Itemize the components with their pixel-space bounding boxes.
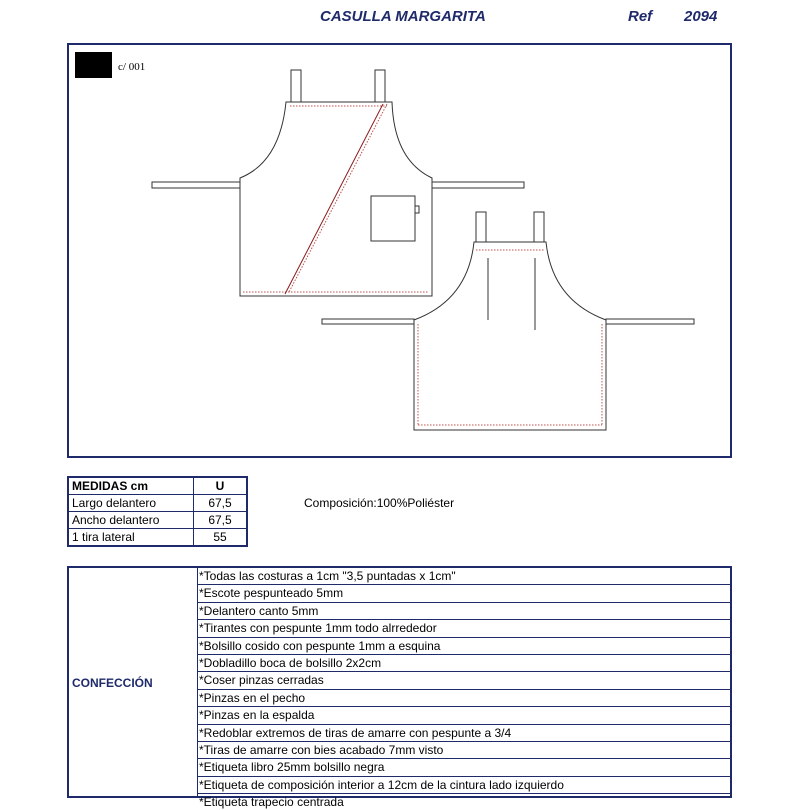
front-right-strap bbox=[375, 70, 385, 102]
table-row bbox=[68, 495, 247, 512]
table-row bbox=[68, 512, 247, 529]
back-body bbox=[414, 242, 606, 430]
measure-label: 1 tira lateral bbox=[68, 529, 194, 547]
table-row bbox=[68, 529, 247, 547]
list-item: *Pinzas en la espalda bbox=[197, 707, 730, 724]
front-body bbox=[240, 102, 432, 296]
measure-label: Ancho delantero bbox=[68, 512, 194, 529]
back-stitching bbox=[418, 250, 602, 425]
front-left-strap bbox=[291, 70, 301, 102]
measure-value: 67,5 bbox=[194, 512, 248, 529]
list-item: *Bolsillo cosido con pespunte 1mm a esquina bbox=[197, 638, 730, 655]
front-pocket bbox=[371, 196, 415, 241]
list-item: *Dobladillo boca de bolsillo 2x2cm bbox=[197, 655, 730, 672]
list-item: *Pinzas en el pecho bbox=[197, 690, 730, 707]
ref-number: 2094 bbox=[684, 8, 718, 25]
list-item: *Etiqueta libro 25mm bolsillo negra bbox=[197, 759, 730, 776]
measures-header-label: MEDIDAS cm bbox=[68, 477, 194, 495]
confection-label: CONFECCIÓN bbox=[72, 676, 153, 690]
front-left-tie bbox=[152, 182, 240, 188]
list-item: *Delantero canto 5mm bbox=[197, 603, 730, 620]
ref-label: Ref bbox=[628, 8, 653, 25]
list-item: *Tiras de amarre con bies acabado 7mm visto bbox=[197, 742, 730, 759]
front-right-tie bbox=[432, 182, 524, 188]
confection-label-cell bbox=[69, 568, 198, 796]
list-item: *Tirantes con pespunte 1mm todo alrrededor bbox=[197, 620, 730, 637]
back-right-strap bbox=[534, 212, 544, 242]
composition-text: Composición:100%Poliéster bbox=[304, 496, 455, 510]
list-item: *Coser pinzas cerradas bbox=[197, 672, 730, 689]
back-left-strap bbox=[476, 212, 486, 242]
back-left-tie bbox=[322, 319, 414, 324]
front-diagonal-seam bbox=[285, 104, 383, 294]
front-apron bbox=[152, 70, 524, 296]
measures-header-size: U bbox=[194, 477, 248, 495]
list-item: *Etiqueta de composición interior a 12cm de la cintura lado izquierdo bbox=[197, 777, 730, 794]
front-stitching bbox=[243, 104, 428, 292]
garment-title: CASULLA MARGARITA bbox=[320, 8, 486, 25]
list-item: *Etiqueta trapecio centrada bbox=[199, 795, 344, 810]
measure-label: Largo delantero bbox=[68, 495, 194, 512]
back-right-tie bbox=[606, 319, 694, 324]
list-item: *Escote pespunteado 5mm bbox=[197, 585, 730, 602]
pocket-label bbox=[415, 206, 419, 213]
measure-value: 55 bbox=[194, 529, 248, 547]
back-apron bbox=[322, 212, 694, 430]
measures-table bbox=[67, 476, 248, 547]
list-item: *Redoblar extremos de tiras de amarre con pespunte a 3/4 bbox=[197, 725, 730, 742]
confection-table bbox=[67, 566, 732, 810]
measure-value: 67,5 bbox=[194, 495, 248, 512]
list-item: *Todas las costuras a 1cm "3,5 puntadas x 1cm" bbox=[197, 568, 730, 585]
confection-list bbox=[197, 568, 730, 810]
color-code: c/ 001 bbox=[118, 61, 146, 73]
